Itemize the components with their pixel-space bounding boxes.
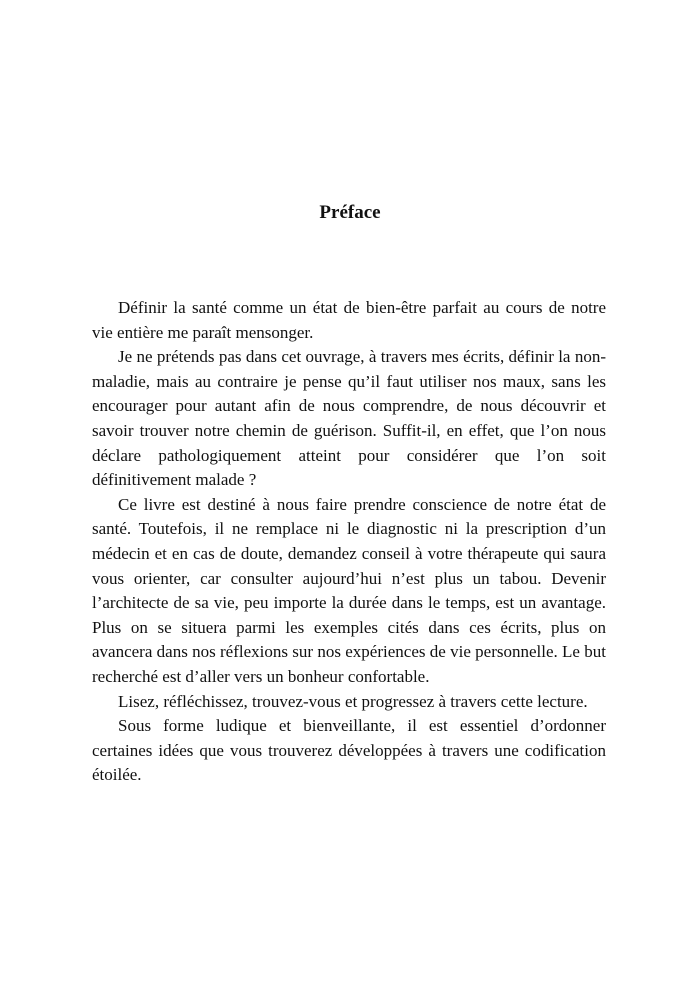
paragraph: Ce livre est destiné à nous faire prendre conscience de notre état de santé. Toutefois, il ne remplace ni le diagnostic ni la prescription d’un médecin et en cas de doute, demandez conseil à votre thérapeute qui saura vous orienter, car consulter aujourd’hui n’est plus un tabou. Devenir l’architecte de sa vie, peu importe la durée dans le temps, est un avantage. Plus on se situera parmi les exemples cités dans ces écrits, plus on avancera dans nos réflexions sur nos expériences de vie personnelle. Le but recherché est d’aller vers un bonheur confortable. [92, 494, 606, 686]
page-title: Préface [319, 202, 381, 223]
paragraph: Je ne prétends pas dans cet ouvrage, à travers mes écrits, définir la non-maladie, mais au contraire je pense qu’il faut utiliser nos maux, sans les encourager pour autant afin de nous comprendre, de nous découvrir et savoir trouver notre chemin de guérison. Suffit-il, en effet, que l’on nous déclare pathologiquement atteint pour considérer que l’on soit définitivement malade ? [92, 347, 606, 490]
paragraph: Définir la santé comme un état de bien-être parfait au cours de notre vie entière me paraît mensonger. [92, 298, 606, 342]
preface-body [92, 296, 606, 788]
paragraph: Sous forme ludique et bienveillante, il est essentiel d’ordonner certaines idées que vous trouverez développées à travers une codification étoilée. [92, 716, 606, 785]
paragraph: Lisez, réfléchissez, trouvez-vous et progressez à travers cette lecture. [118, 691, 588, 711]
